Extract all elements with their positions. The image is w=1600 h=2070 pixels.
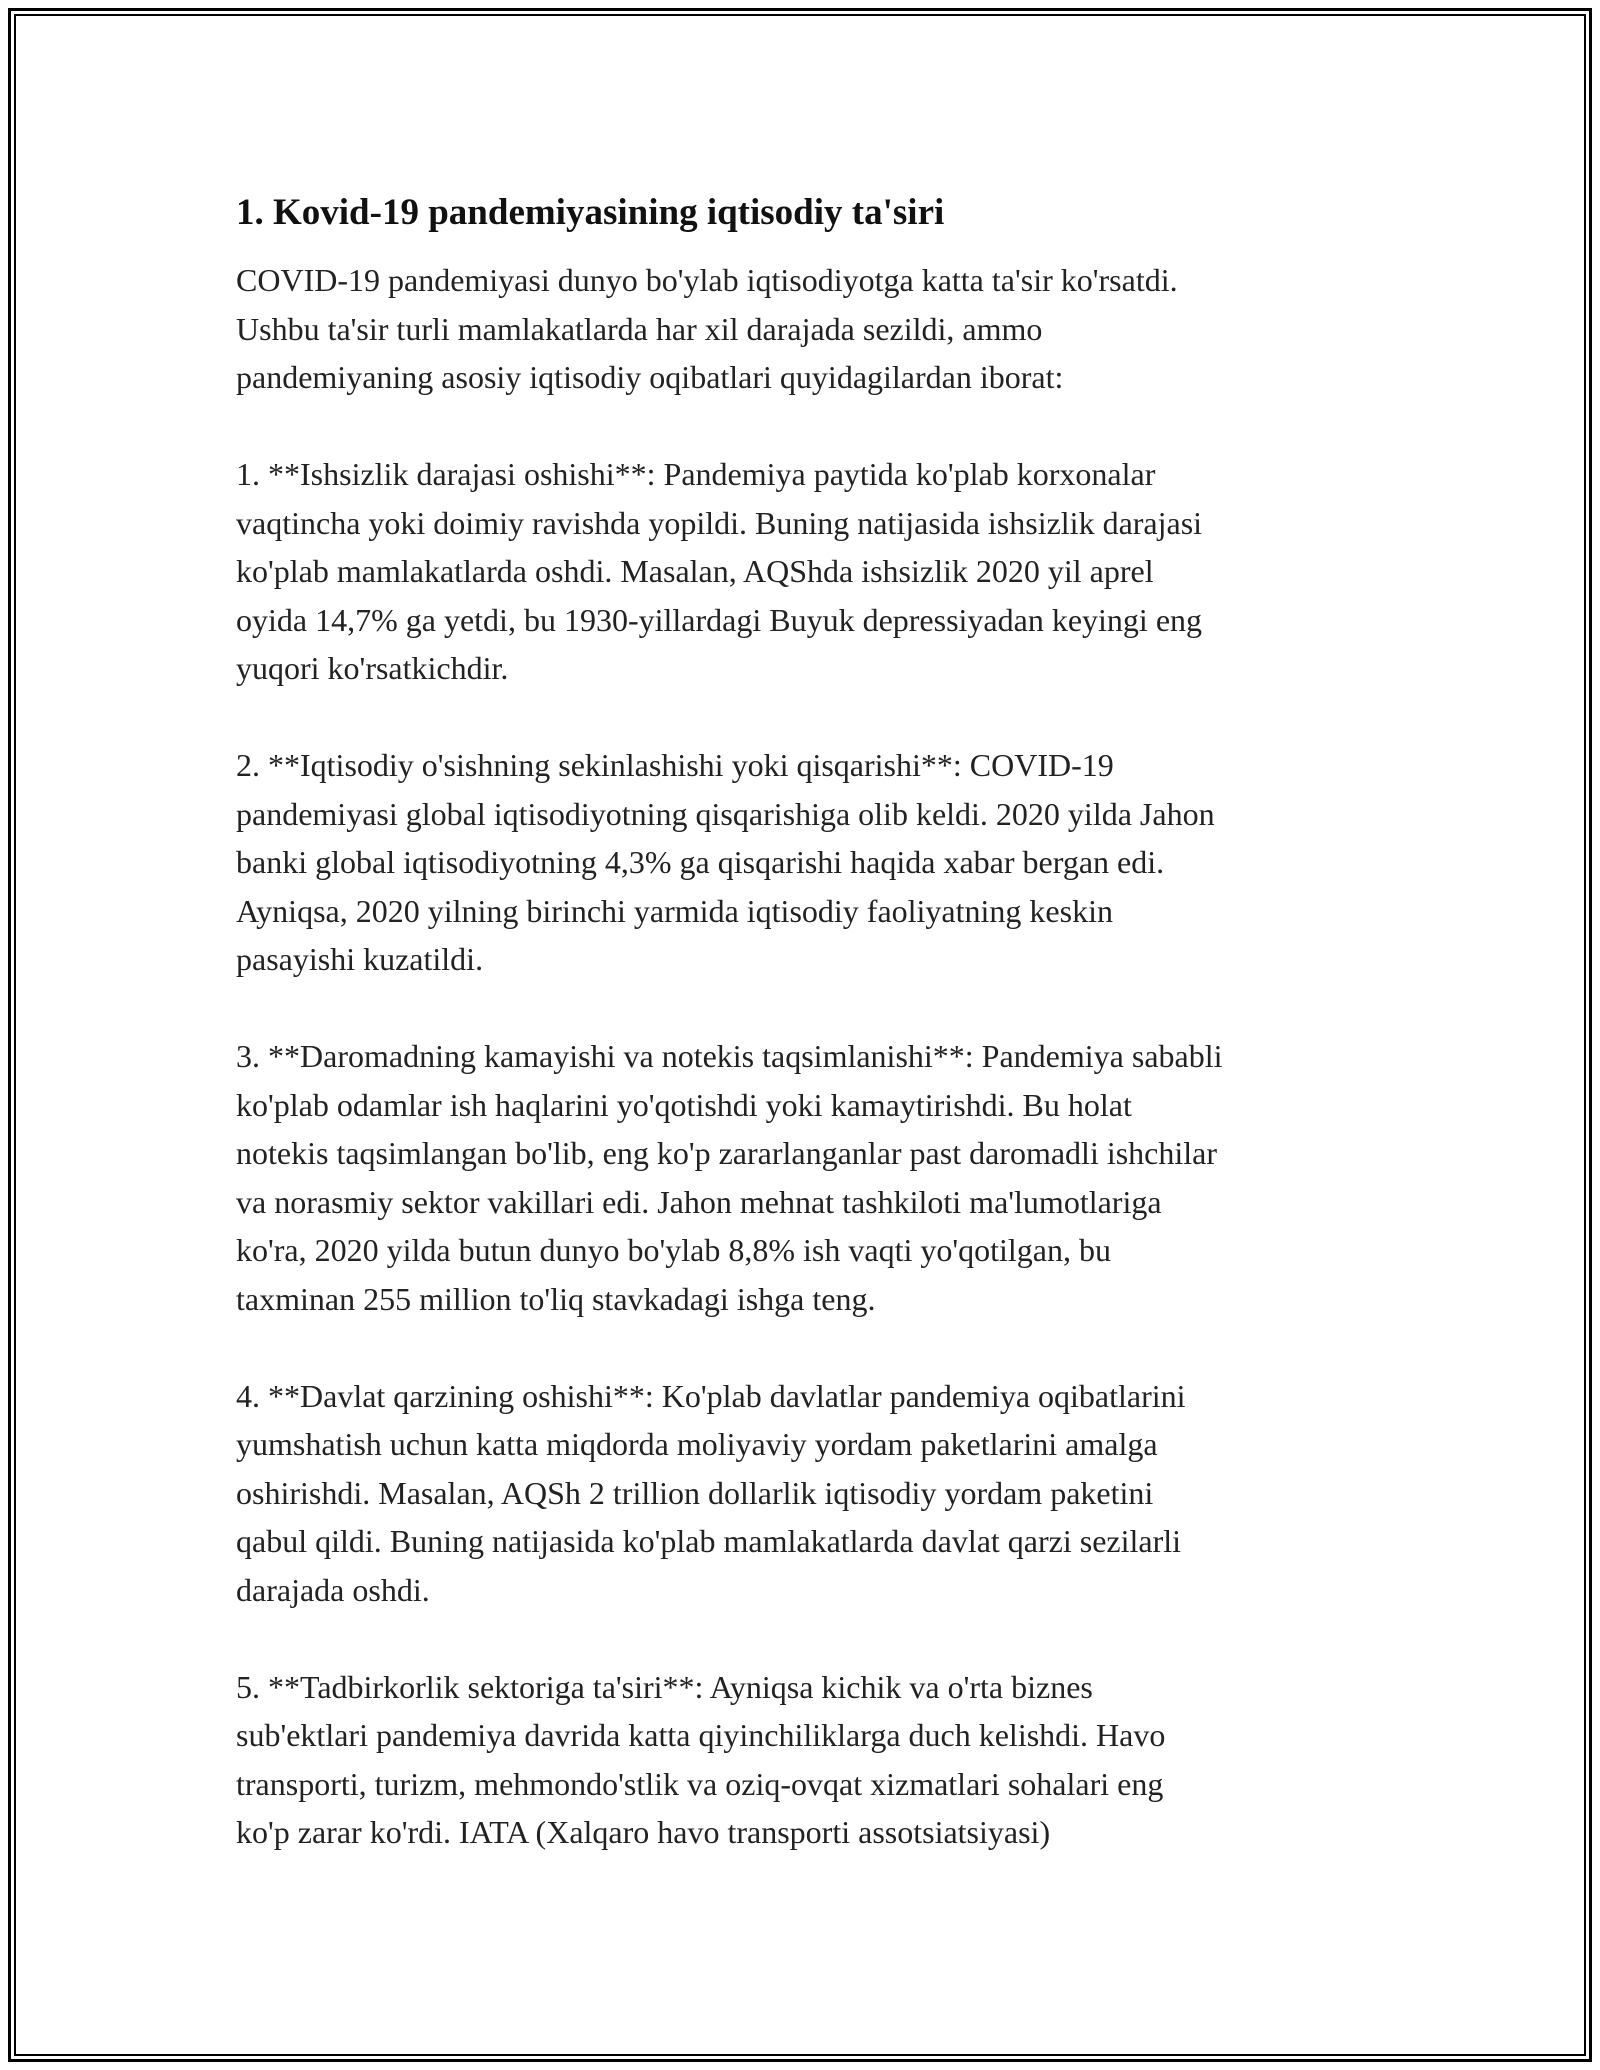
section-heading: 1. Kovid-19 pandemiyasining iqtisodiy ta'siri bbox=[236, 192, 945, 233]
document-body bbox=[236, 188, 1386, 1905]
paragraph-economic-growth: 2. **Iqtisodiy o'sishning sekinlashishi yoki qisqarishi**: COVID-19 pandemiyasi global iqtisodiyotning qisqarishiga olib keldi. 2020 yilda Jahon banki global iqtisodiyotning 4,3% ga qisqarishi haqida xabar bergan edi. Ayniqsa, 2020 yilning birinchi yarmida iqtisodiy faoliyatning keskin pasayishi kuzatildi. bbox=[236, 747, 1215, 977]
paragraph-unemployment: 1. **Ishsizlik darajasi oshishi**: Pandemiya paytida ko'plab korxonalar vaqtincha yoki doimiy ravishda yopildi. Buning natijasida ishsizlik darajasi ko'plab mamlakatlarda oshdi. Masalan, AQShda ishsizlik 2020 yil aprel oyida 14,7% ga yetdi, bu 1930-yillardagi Buyuk depressiyadan keyingi eng yuqori ko'rsatkichdir. bbox=[236, 456, 1203, 686]
paragraph-public-debt: 4. **Davlat qarzining oshishi**: Ko'plab davlatlar pandemiya oqibatlarini yumshatish uchun katta miqdorda moliyaviy yordam paketlarini amalga oshirishdi. Masalan, AQSh 2 trillion dollarlik iqtisodiy yordam paketini qabul qildi. Buning natijasida ko'plab mamlakatlarda davlat qarzi sezilarli darajada oshdi. bbox=[236, 1377, 1186, 1608]
intro-paragraph: COVID-19 pandemiyasi dunyo bo'ylab iqtisodiyotga katta ta'sir ko'rsatdi. Ushbu ta'sir turli mamlakatlarda har xil darajada sezildi, ammo pandemiyaning asosiy iqtisodiy oqibatlari quyidagilardan iborat: bbox=[236, 262, 1178, 395]
paragraph-business-sector: 5. **Tadbirkorlik sektoriga ta'siri**: Ayniqsa kichik va o'rta biznes sub'ektlari pandemiya davrida katta qiyinchiliklarga duch kelishdi. Havo transporti, turizm, mehmondo'stlik va oziq-ovqat xizmatlari sohalari eng ko'p zarar ko'rdi. IATA (Xalqaro havo transporti assotsiatsiyasi) bbox=[236, 1668, 1166, 1850]
paragraph-income: 3. **Daromadning kamayishi va notekis taqsimlanishi**: Pandemiya sababli ko'plab odamlar ish haqlarini yo'qotishdi yoki kamaytirishdi. Bu holat notekis taqsimlangan bo'lib, eng ko'p zararlanganlar past daromadli ishchilar va norasmiy sektor vakillari edi. Jahon mehnat tashkiloti ma'lumotlariga ko'ra, 2020 yilda butun dunyo bo'ylab 8,8% ish vaqti yo'qotilgan, bu taxminan 255 million to'liq stavkadagi ishga teng. bbox=[236, 1038, 1223, 1317]
